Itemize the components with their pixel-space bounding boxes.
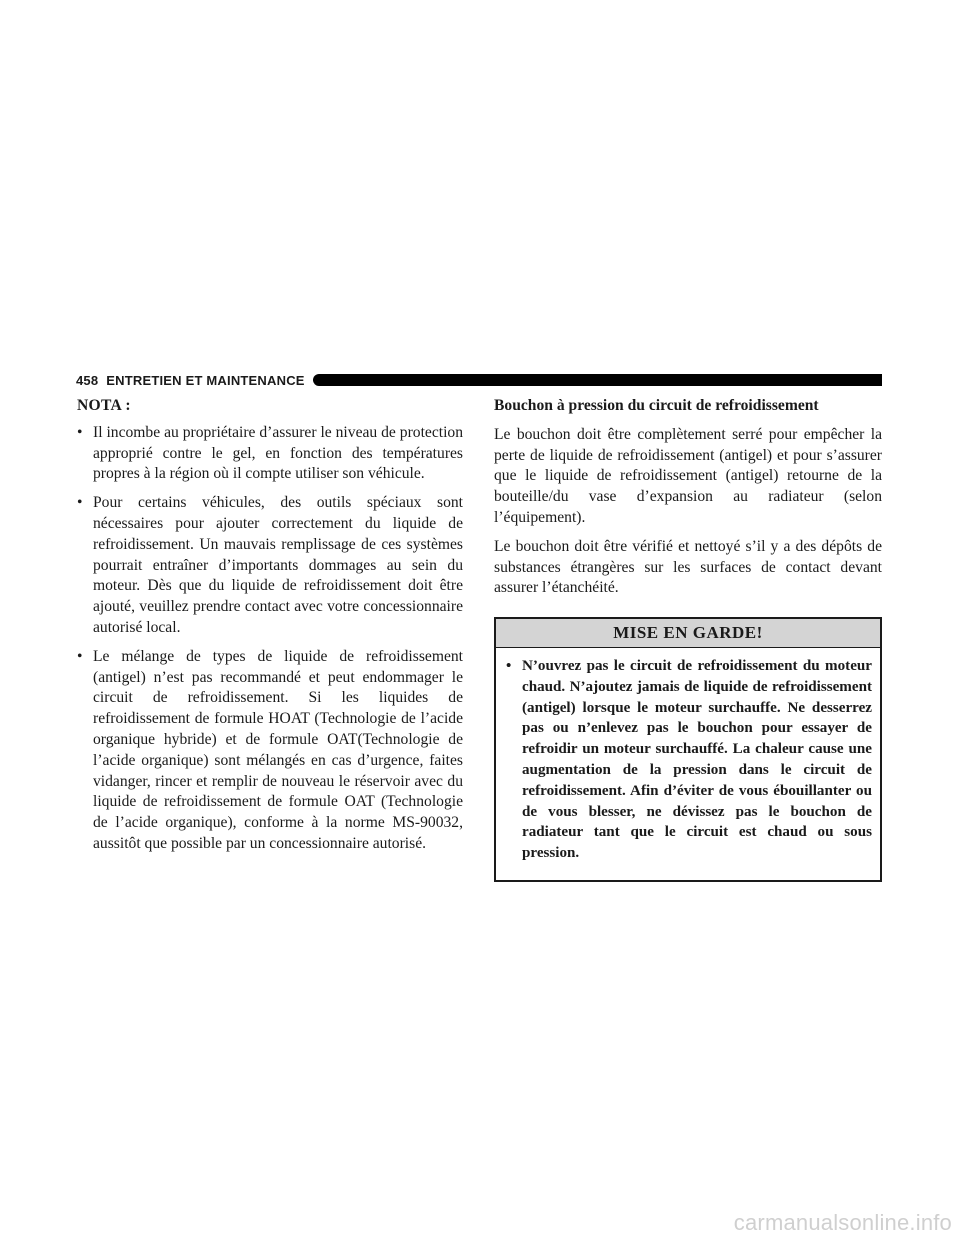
warning-list-item xyxy=(506,656,872,864)
right-column xyxy=(494,396,882,882)
list-item-text: Le mélange de types de liquide de refroidissement (antigel) n’est pas recommandé et peut endommager le circuit de refroidissement. Si les liquides de refroidissement de formule HOAT (Technologie de l’acide organique hybride) et de formule OAT(Technologie de l’acide organique) sont mélangés en cas d’urgence, faites vidanger, rincer et remplir de nouveau le réservoir avec du liquide de refroidissement de formule OAT (Technologie de l’acide organique), conforme à la norme MS-90032, aussitôt que possible par un concessionnaire autorisé. xyxy=(93,647,463,852)
warning-list xyxy=(506,656,872,864)
list-item xyxy=(77,493,463,639)
list-item xyxy=(77,647,463,855)
header-rule xyxy=(313,374,882,386)
note-list xyxy=(77,423,463,855)
paragraph: Le bouchon doit être vérifié et nettoyé s’il y a des dépôts de substances étrangères sur les surfaces de contact devant assurer l’étanchéité. xyxy=(494,537,882,597)
warning-body xyxy=(496,648,880,880)
left-column xyxy=(77,396,463,863)
warning-title: MISE EN GARDE! xyxy=(496,619,880,648)
list-item-text: Il incombe au propriétaire d’assurer le niveau de protection approprié contre le gel, en fonction des températures propres à la région où il compte utiliser son véhicule. xyxy=(93,423,463,483)
warning-box xyxy=(494,617,882,882)
bullet-icon: • xyxy=(77,494,83,512)
page-number: 458 xyxy=(76,372,99,388)
list-item xyxy=(77,423,463,485)
paragraph: Le bouchon doit être complètement serré pour empêcher la perte de liquide de refroidissement (antigel) et pour s’assurer que le liquide de refroidissement (antigel) retourne de la bouteille/du vase d’expansion au radiateur (selon l’équipement). xyxy=(494,425,882,526)
note-title: NOTA : xyxy=(77,397,131,414)
bullet-icon: • xyxy=(506,657,512,674)
page-header xyxy=(76,372,882,388)
warning-text: N’ouvrez pas le circuit de refroidissement du moteur chaud. N’ajoutez jamais de liquide de refroidissement (antigel) lorsque le moteur surchauffe. Ne desserrez pas ou n’enlevez pas le bouchon pour essayer de refroidir un moteur surchauffé. La chaleur cause une augmentation de la pression dans le circuit de refroidissement. Afin d’éviter de vous ébouillanter ou de vous blesser, ne dévissez pas le bouchon de radiateur tant que le circuit est chaud ou sous pression. xyxy=(522,657,872,862)
bullet-icon: • xyxy=(77,423,83,441)
section-title: ENTRETIEN ET MAINTENANCE xyxy=(106,372,305,388)
watermark: carmanualsonline.info xyxy=(733,1210,952,1235)
list-item-text: Pour certains véhicules, des outils spéciaux sont nécessaires pour ajouter correctement du liquide de refroidissement. Un mauvais remplissage de ces systèmes pourrait entraîner d’importants dommages au sein du moteur. Dès que du liquide de refroidissement doit être ajouté, veuillez prendre contact avec votre concessionnaire autorisé local. xyxy=(93,494,463,636)
section-subheading: Bouchon à pression du circuit de refroidissement xyxy=(494,397,819,414)
bullet-icon: • xyxy=(77,647,83,665)
